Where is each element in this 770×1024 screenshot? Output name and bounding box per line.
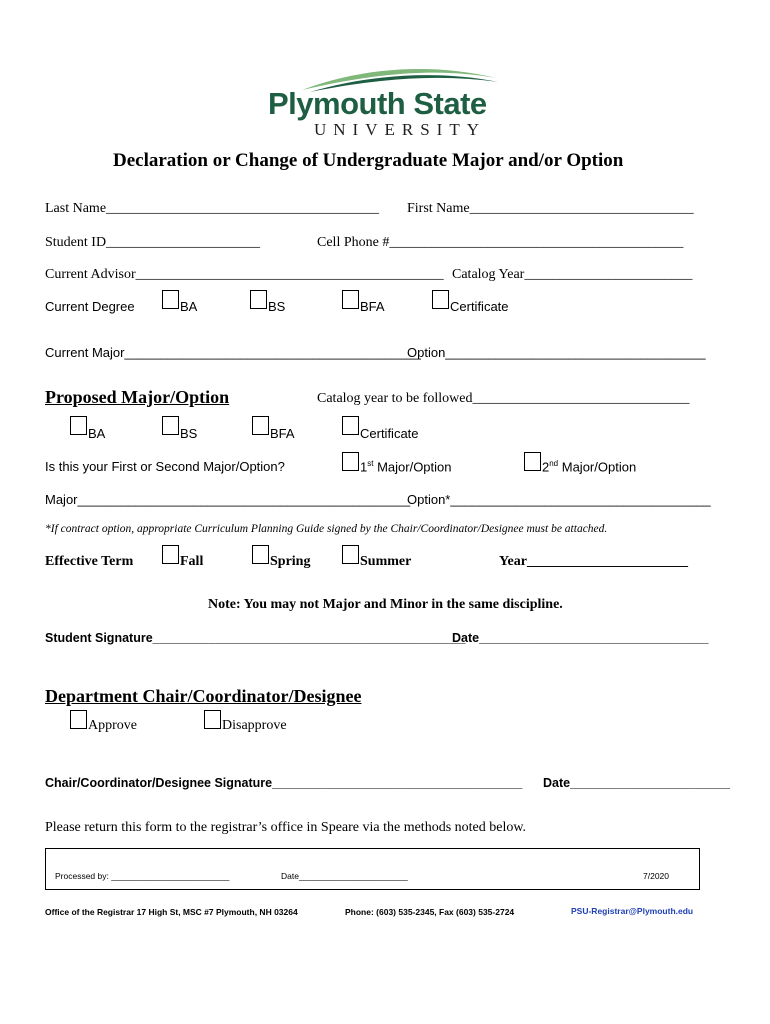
current-advisor-field[interactable]: Current Advisor____________________________________________ [45, 267, 444, 282]
page-title: Declaration or Change of Undergraduate Major and/or Option [113, 150, 624, 171]
footer-phone: Phone: (603) 535-2345, Fax (603) 535-2724 [345, 907, 515, 917]
approve-label: Approve [88, 718, 137, 733]
current-degree-label: Current Degree [45, 299, 135, 314]
disapprove-checkbox[interactable] [204, 710, 221, 729]
student-signature-field[interactable]: Student Signature_____________________________________________ [45, 631, 466, 645]
proposed-bfa-checkbox[interactable] [252, 416, 269, 435]
proposed-bfa-label: BFA [270, 426, 295, 441]
first-major-rest: Major/Option [373, 459, 452, 475]
processed-by-field[interactable]: Processed by: _________________________ [55, 871, 230, 881]
major-minor-note: Note: You may not Major and Minor in the same discipline. [208, 597, 563, 612]
first-major-sup: st [367, 459, 374, 468]
logo-name: Plymouth State [268, 86, 487, 121]
term-summer-checkbox[interactable] [342, 545, 359, 564]
current-degree-certificate-checkbox[interactable] [432, 290, 449, 309]
year-field[interactable]: Year_______________________ [499, 554, 688, 569]
student-id-field[interactable]: Student ID______________________ [45, 235, 261, 250]
current-major-field[interactable]: Current Major_________________________________________ [45, 345, 421, 360]
proposed-ba-label: BA [88, 426, 106, 441]
footer-email-link[interactable]: PSU-Registrar@Plymouth.edu [571, 906, 694, 916]
first-second-question: Is this your First or Second Major/Option? [45, 459, 285, 474]
term-spring-label: Spring [270, 554, 311, 569]
chair-date-field[interactable]: Date_______________________ [543, 776, 730, 790]
catalog-year-followed-field[interactable]: Catalog year to be followed_______________________________ [317, 391, 690, 406]
disapprove-label: Disapprove [222, 718, 287, 733]
term-fall-label: Fall [180, 554, 204, 569]
effective-term-label: Effective Term [45, 554, 134, 569]
current-degree-certificate-label: Certificate [450, 299, 509, 314]
approve-checkbox[interactable] [70, 710, 87, 729]
student-date-field[interactable]: Date_________________________________ [452, 631, 709, 645]
term-spring-checkbox[interactable] [252, 545, 269, 564]
proposed-bs-checkbox[interactable] [162, 416, 179, 435]
current-degree-bfa-checkbox[interactable] [342, 290, 359, 309]
cell-phone-field[interactable]: Cell Phone #__________________________________________ [317, 235, 684, 250]
proposed-certificate-checkbox[interactable] [342, 416, 359, 435]
form-version: 7/2020 [643, 871, 669, 881]
first-major-num: 1 [360, 459, 368, 475]
first-major-label [360, 459, 452, 474]
last-name-field[interactable]: Last Name_______________________________________ [45, 201, 380, 216]
second-major-num: 2 [542, 459, 550, 475]
chair-signature-field[interactable]: Chair/Coordinator/Designee Signature____________________________________ [45, 776, 523, 790]
second-major-checkbox[interactable] [524, 452, 541, 471]
current-option-field[interactable]: Option____________________________________ [407, 345, 706, 360]
proposed-certificate-label: Certificate [360, 426, 419, 441]
current-degree-bs-label: BS [268, 299, 286, 314]
return-note: Please return this form to the registrar’s office in Speare via the methods noted below. [45, 820, 527, 835]
current-degree-bfa-label: BFA [360, 299, 385, 314]
proposed-bs-label: BS [180, 426, 198, 441]
current-degree-ba-label: BA [180, 299, 198, 314]
proposed-heading: Proposed Major/Option [45, 387, 230, 407]
term-summer-label: Summer [360, 554, 412, 569]
first-major-checkbox[interactable] [342, 452, 359, 471]
department-heading: Department Chair/Coordinator/Designee [45, 686, 362, 706]
office-use-box [45, 848, 700, 890]
second-major-sup: nd [549, 459, 559, 468]
term-fall-checkbox[interactable] [162, 545, 179, 564]
contract-note: *If contract option, appropriate Curriculum Planning Guide signed by the Chair/Coordinator/Designee must be attached. [45, 523, 608, 535]
current-degree-bs-checkbox[interactable] [250, 290, 267, 309]
catalog-year-field[interactable]: Catalog Year________________________ [452, 267, 693, 282]
proposed-option-field[interactable]: Option*____________________________________ [407, 492, 711, 507]
second-major-label [542, 459, 636, 474]
current-degree-ba-checkbox[interactable] [162, 290, 179, 309]
proposed-ba-checkbox[interactable] [70, 416, 87, 435]
second-major-rest: Major/Option [558, 459, 637, 475]
footer-address: Office of the Registrar 17 High St, MSC #7 Plymouth, NH 03264 [45, 907, 298, 917]
proposed-major-field[interactable]: Major______________________________________________ [45, 492, 411, 507]
logo-university: UNIVERSITY [314, 120, 486, 139]
processed-date-field[interactable]: Date_______________________ [281, 871, 408, 881]
first-name-field[interactable]: First Name________________________________ [407, 201, 694, 216]
